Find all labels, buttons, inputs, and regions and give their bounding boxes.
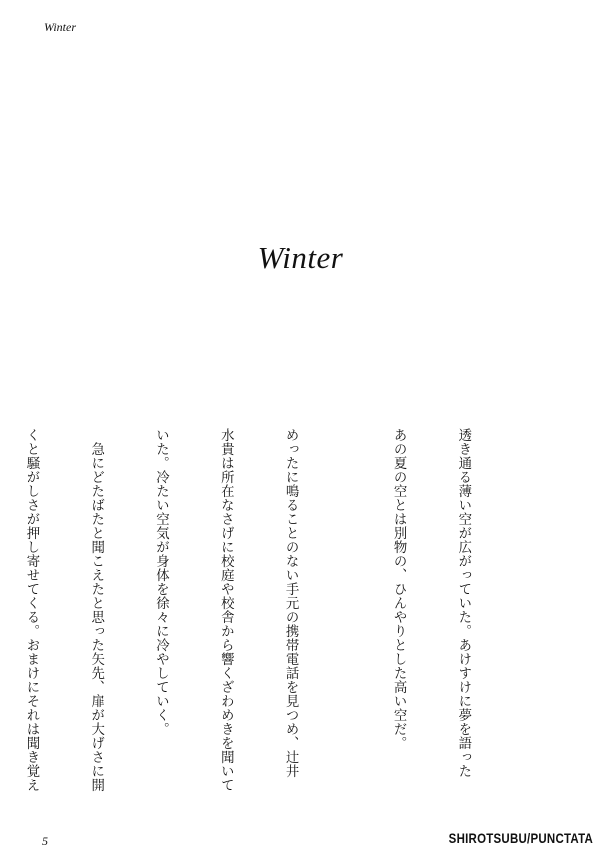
page-number: 5 xyxy=(42,834,48,848)
running-head: Winter xyxy=(44,20,76,34)
imprint: SHIROTSUBU/PUNCTATA xyxy=(448,830,593,846)
body-text xyxy=(0,428,517,800)
text-line: 急にどたばたと聞こえたと思った矢先、扉が大げさに開 xyxy=(88,428,104,792)
text-line: 透き通る薄い空が広がっていた。あけすけに夢を語った xyxy=(455,428,471,778)
text-line: 水貴は所在なさげに校庭や校舎から響くざわめきを聞いて xyxy=(218,428,234,792)
text-line: あの夏の空とは別物の、ひんやりとした高い空だ。 xyxy=(391,428,407,750)
chapter-title: Winter xyxy=(257,240,344,275)
text-line: くと騒がしさが押し寄せてくる。おまけにそれは聞き覚え xyxy=(23,428,39,792)
text-line: いた。冷たい空気が身体を徐々に冷やしていく。 xyxy=(153,428,169,736)
text-line: めったに鳴ることのない手元の携帯電話を見つめ、辻井 xyxy=(283,428,299,778)
